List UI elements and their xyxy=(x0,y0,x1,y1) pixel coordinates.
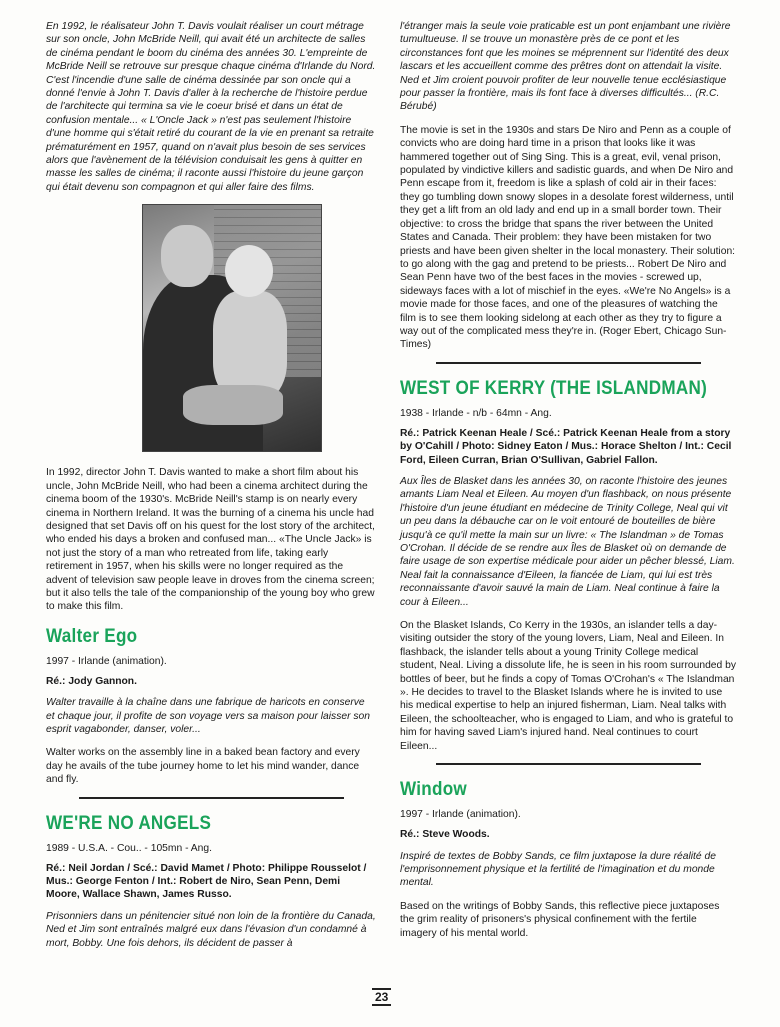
section-divider xyxy=(436,362,701,364)
window-credits: Ré.: Steve Woods. xyxy=(400,829,490,841)
child-head xyxy=(225,245,273,297)
uncle-jack-synopsis-fr: En 1992, le réalisateur John T. Davis voulait réaliser un court métrage sur son oncle, John McBride Neill, qui avait été un architecte de salles de cinéma pendant le boom du cinéma des années 30. L'empreinte de McBride Neill se retrouve sur presque chaque cinéma d'Irlande du Nord. C'est l'incendie d'une salle de cinéma dessinée par son oncle qui a donné l'envie à John T. Davis d'aller à la recherche de l'histoire perdue de l'architecte qui termina sa vie le coeur brisé et dans un état de confusion mentale... « L'Oncle Jack » n'est pas seulement l'histoire d'une homme qui s'était retiré du courant de la vie en prenant sa retraite prématurément en 1957, quand on n'avait plus besoin de ses services alors que l'avènement de la télévision conduisait les gens à quitter en masse les salles de cinéma; il raconte aussi l'histoire du jeune garçon qui était devenu son compagnon et qui aller faire des films. xyxy=(46,21,376,193)
west-of-kerry-synopsis-en: On the Blasket Islands, Co Kerry in the 1930s, an islander tells a day-visiting outsider the story of the young lovers, Liam, Neal and Eileen. In flashback, the islander tells about a young Trinity College medical student, Neal. Living a dissolute life, he is seen in his room surrounded by bottles of beer, but he finds a copy of Tomas O'Crohan's « The Islandman ». He decides to travel to the Blasket Islands where he is invited to use his medical expertise to help an injured fisherman, Liam. Neal talks with Eileen, the schoolteacher, who is engaged to Liam, and who is grateful to him for having saved Liam's injured hand. Neal continues to court Eileen... xyxy=(400,620,736,752)
were-no-angels-meta: 1989 - U.S.A. - Cou.. - 105mn - Ang. xyxy=(46,842,212,854)
uncle-jack-synopsis-en: In 1992, director John T. Davis wanted to make a short film about his uncle, John McBride Neill, who had been a cinema architect during the cinema boom of the 1930's. McBride Neill's stamp is on nearly every cinema in Northern Ireland. It was the burning of a cinema his uncle had designed that set Davis off on his quest for the lost story of the architect, who ended his days a broken and confused man... «The Uncle Jack» is not just the story of a man who retreated from life, taking early retirement in 1957, when his skills were no longer required as the advent of television saw people leave in droves from the cinema screen; but it also tells the tale of the companionship of the young boy who grew to make this film. xyxy=(46,467,375,613)
walter-ego-meta: 1997 - Irlande (animation). xyxy=(46,655,167,667)
west-of-kerry-synopsis-fr: Aux Îles de Blasket dans les années 30, on raconte l'histoire des jeunes amants Liam Neal et Eileen. Au moyen d'un flashback, on nous présente l'histoire d'un jeune étudiant en médecine de Trinity College, Neal qui vit un peu dans la débauche car on le voit entouré de bouteilles de bière jusqu'à ce qu'il mette la main sur un livre: « The Islandman » de Tomas O'Crohan. Il décide de se rendre aux Îles de Blasket où on demande de faire usage de son expertise médicale pour aider un pêcher blessé, Liam. Neal fait la connaissance d'Eileen, la fiancée de Liam, qui lui est très reconnaissante d'avoir sauvé la main de Liam. Neal continue à faire la cour à Eileen... xyxy=(400,475,735,608)
section-divider xyxy=(79,797,344,799)
walter-ego-synopsis-en: Walter works on the assembly line in a baked bean factory and every day he avails of the tube journey home to let his mind wander, dance and fly. xyxy=(46,747,360,786)
west-of-kerry-credits: Ré.: Patrick Keenan Heale / Scé.: Patrick Keenan Heale from a story by O'Cahill / Photo: Sidney Eaton / Mus.: Horace Shelton / Int.: Cecil Ford, Eileen Curran, Brian O'Sullivan, Gabriel Fallon. xyxy=(400,427,732,466)
were-no-angels-review-en: The movie is set in the 1930s and stars De Niro and Penn as a couple of convicts who are doing hard time in a prison that looks like it was hammered together out of Sing Sing. This is a great, evil, venal prison, populated by vindictive killers and sadistic guards, and when De Niro and Penn escape from it, freedom is like a splash of cold air in their faces: they go tumbling down snowy slopes in a desolate forest wilderness, until they get a lift from an old lady and end up in a small border town. Their objective: to cross the bridge that spans the river between the United States and Canada. Their problem: they have been mistaken for two priests and have been given shelter in the local monastery. Their solution: to go along with the gag and pretend to be priests... Robert De Niro and Sean Penn have two of the best faces in the movies - screwed up, sideways faces with a lot of mischief in the eyes. «We're No Angels» is a movie made for those faces, and one of the pleasures of watching the film is to see them looking sidelong at each other as they try to figure a way out of the complicated mess they're in. (Roger Ebert, Chicago Sun-Times) xyxy=(400,124,736,351)
were-no-angels-synopsis-fr: Prisonniers dans un pénitencier situé non loin de la frontière du Canada, Ned et Jim sont entraînés malgré eux dans l'évasion d'un condamné à mort, Bobby. Une fois dehors, ils décident de passer à xyxy=(46,910,376,949)
walter-ego-synopsis-fr: Walter travaille à la chaîne dans une fabrique de haricots en conserve et chaque jour, il profite de son voyage vers sa maison pour laisser son esprit vagabonder, danser, voler... xyxy=(46,697,370,735)
window-synopsis-fr: Inspiré de textes de Bobby Sands, ce film juxtapose la dure réalité de l'emprisonnement physique et la fertilité de l'imagination et du monde mental. xyxy=(400,850,716,889)
page-number: 23 xyxy=(372,988,391,1006)
left-column xyxy=(46,20,376,960)
walter-ego-title: Walter Ego xyxy=(46,625,138,647)
were-no-angels-title: WE'RE NO ANGELS xyxy=(46,812,212,834)
window-meta: 1997 - Irlande (animation). xyxy=(400,809,521,821)
section-divider xyxy=(436,763,701,765)
west-of-kerry-meta: 1938 - Irlande - n/b - 64mn - Ang. xyxy=(400,407,552,419)
child-legs xyxy=(183,385,283,425)
west-of-kerry-title: WEST OF KERRY (THE ISLANDMAN) xyxy=(400,377,708,399)
were-no-angels-credits: Ré.: Neil Jordan / Scé.: David Mamet / Photo: Philippe Rousselot / Mus.: George Fenton / Int.: Robert de Niro, Sean Penn, Demi Moore, Wallace Shawn, James Russo. xyxy=(46,862,367,901)
archival-photo-man-with-child xyxy=(142,204,322,452)
man-head xyxy=(161,225,213,287)
walter-ego-credits: Ré.: Jody Gannon. xyxy=(46,675,137,687)
right-column xyxy=(400,20,736,950)
window-synopsis-en: Based on the writings of Bobby Sands, this reflective piece juxtaposes the grim reality of prisoners's physical confinement with the fertile imagery of his mental world. xyxy=(400,900,720,939)
were-no-angels-synopsis-fr-continued: l'étranger mais la seule voie praticable est un pont enjambant une rivière tumultueuse. Il se trouve un monastère près de ce pont et les circonstances font que les moines se méprennent sur l'identité des deux lascars et les accueillent comme des prêtres dont on attendait la visite. Ned et Jim croient pouvoir profiter de leur nouvelle tenue ecclésiastique pour passer la frontière, mais ils font face à diverses difficultés... (R.C. Bérubé) xyxy=(400,21,731,113)
window-title: Window xyxy=(400,779,468,801)
